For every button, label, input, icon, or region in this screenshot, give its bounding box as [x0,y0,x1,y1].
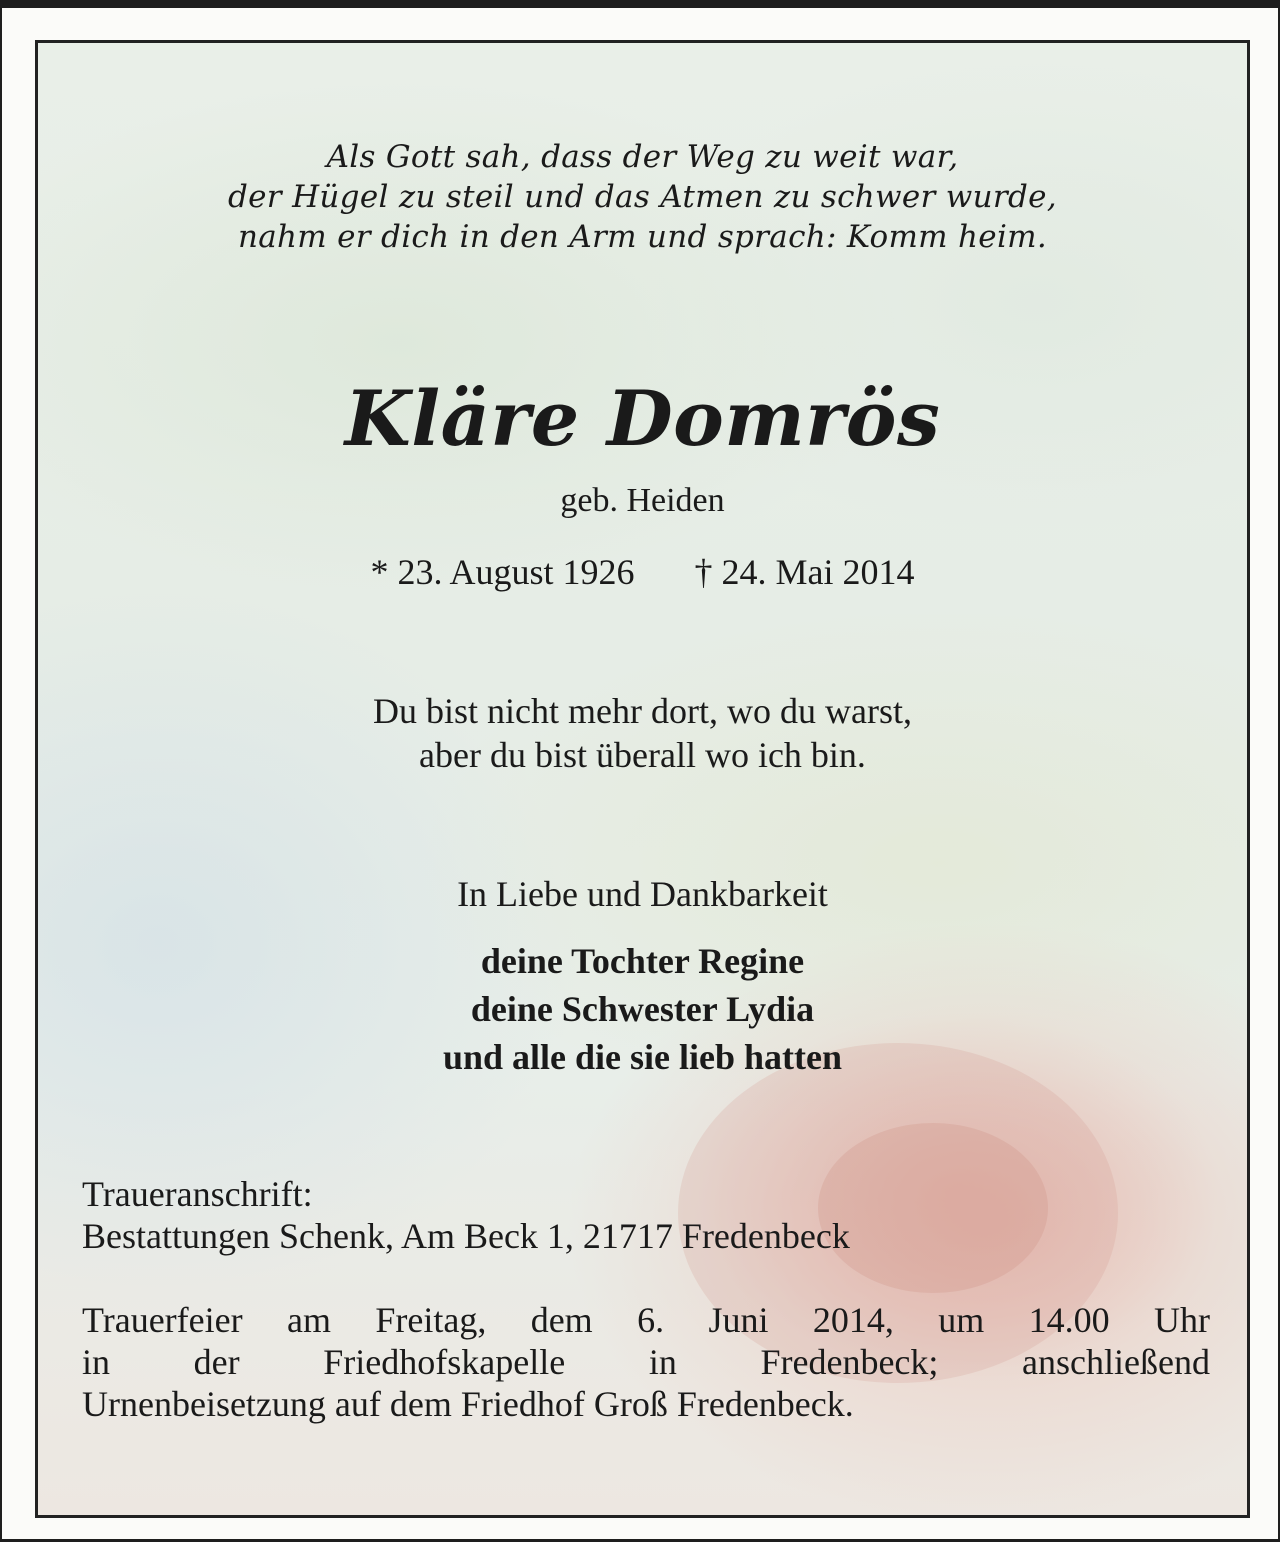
mourner-line: deine Tochter Regine [480,941,805,981]
mourner-line: und alle die sie lieb hatten [442,1037,843,1077]
ceremony-line: Trauerfeier am Freitag, dem 6. Juni 2014, um 14.00 Uhr [82,1300,1210,1340]
notice-frame [35,40,1250,1518]
maiden-name: geb. Heiden [560,482,725,519]
ceremony-details [82,1299,1210,1425]
death-date: † 24. Mai 2014 [694,552,915,592]
deceased-name: Kläre Domrös [344,374,941,463]
mourners-list [38,937,1247,1081]
mourner-line: deine Schwester Lydia [470,989,815,1029]
quote-line: aber du bist überall wo ich bin. [419,735,866,775]
verse-line: Als Gott sah, dass der Weg zu weit war, [326,139,959,175]
verse-line: der Hügel zu steil und das Atmen zu schwer wurde, [228,179,1057,215]
verse-line: nahm er dich in den Arm und sprach: Komm heim. [237,219,1048,255]
ceremony-line: in der Friedhofskapelle in Fredenbeck; anschließend [82,1342,1210,1382]
mourning-address [82,1173,1210,1257]
life-dates [38,549,1247,595]
birth-date: * 23. August 1926 [370,552,635,592]
ceremony-line: Urnenbeisetzung auf dem Friedhof Groß Fredenbeck. [82,1384,854,1424]
address-value: Bestattungen Schenk, Am Beck 1, 21717 Fredenbeck [82,1216,850,1256]
quote-line: Du bist nicht mehr dort, wo du warst, [373,691,912,731]
address-label: Traueranschrift: [82,1174,313,1214]
memorial-quote [38,689,1247,777]
opening-verse [38,137,1247,257]
mourners-intro: In Liebe und Dankbarkeit [457,874,828,914]
